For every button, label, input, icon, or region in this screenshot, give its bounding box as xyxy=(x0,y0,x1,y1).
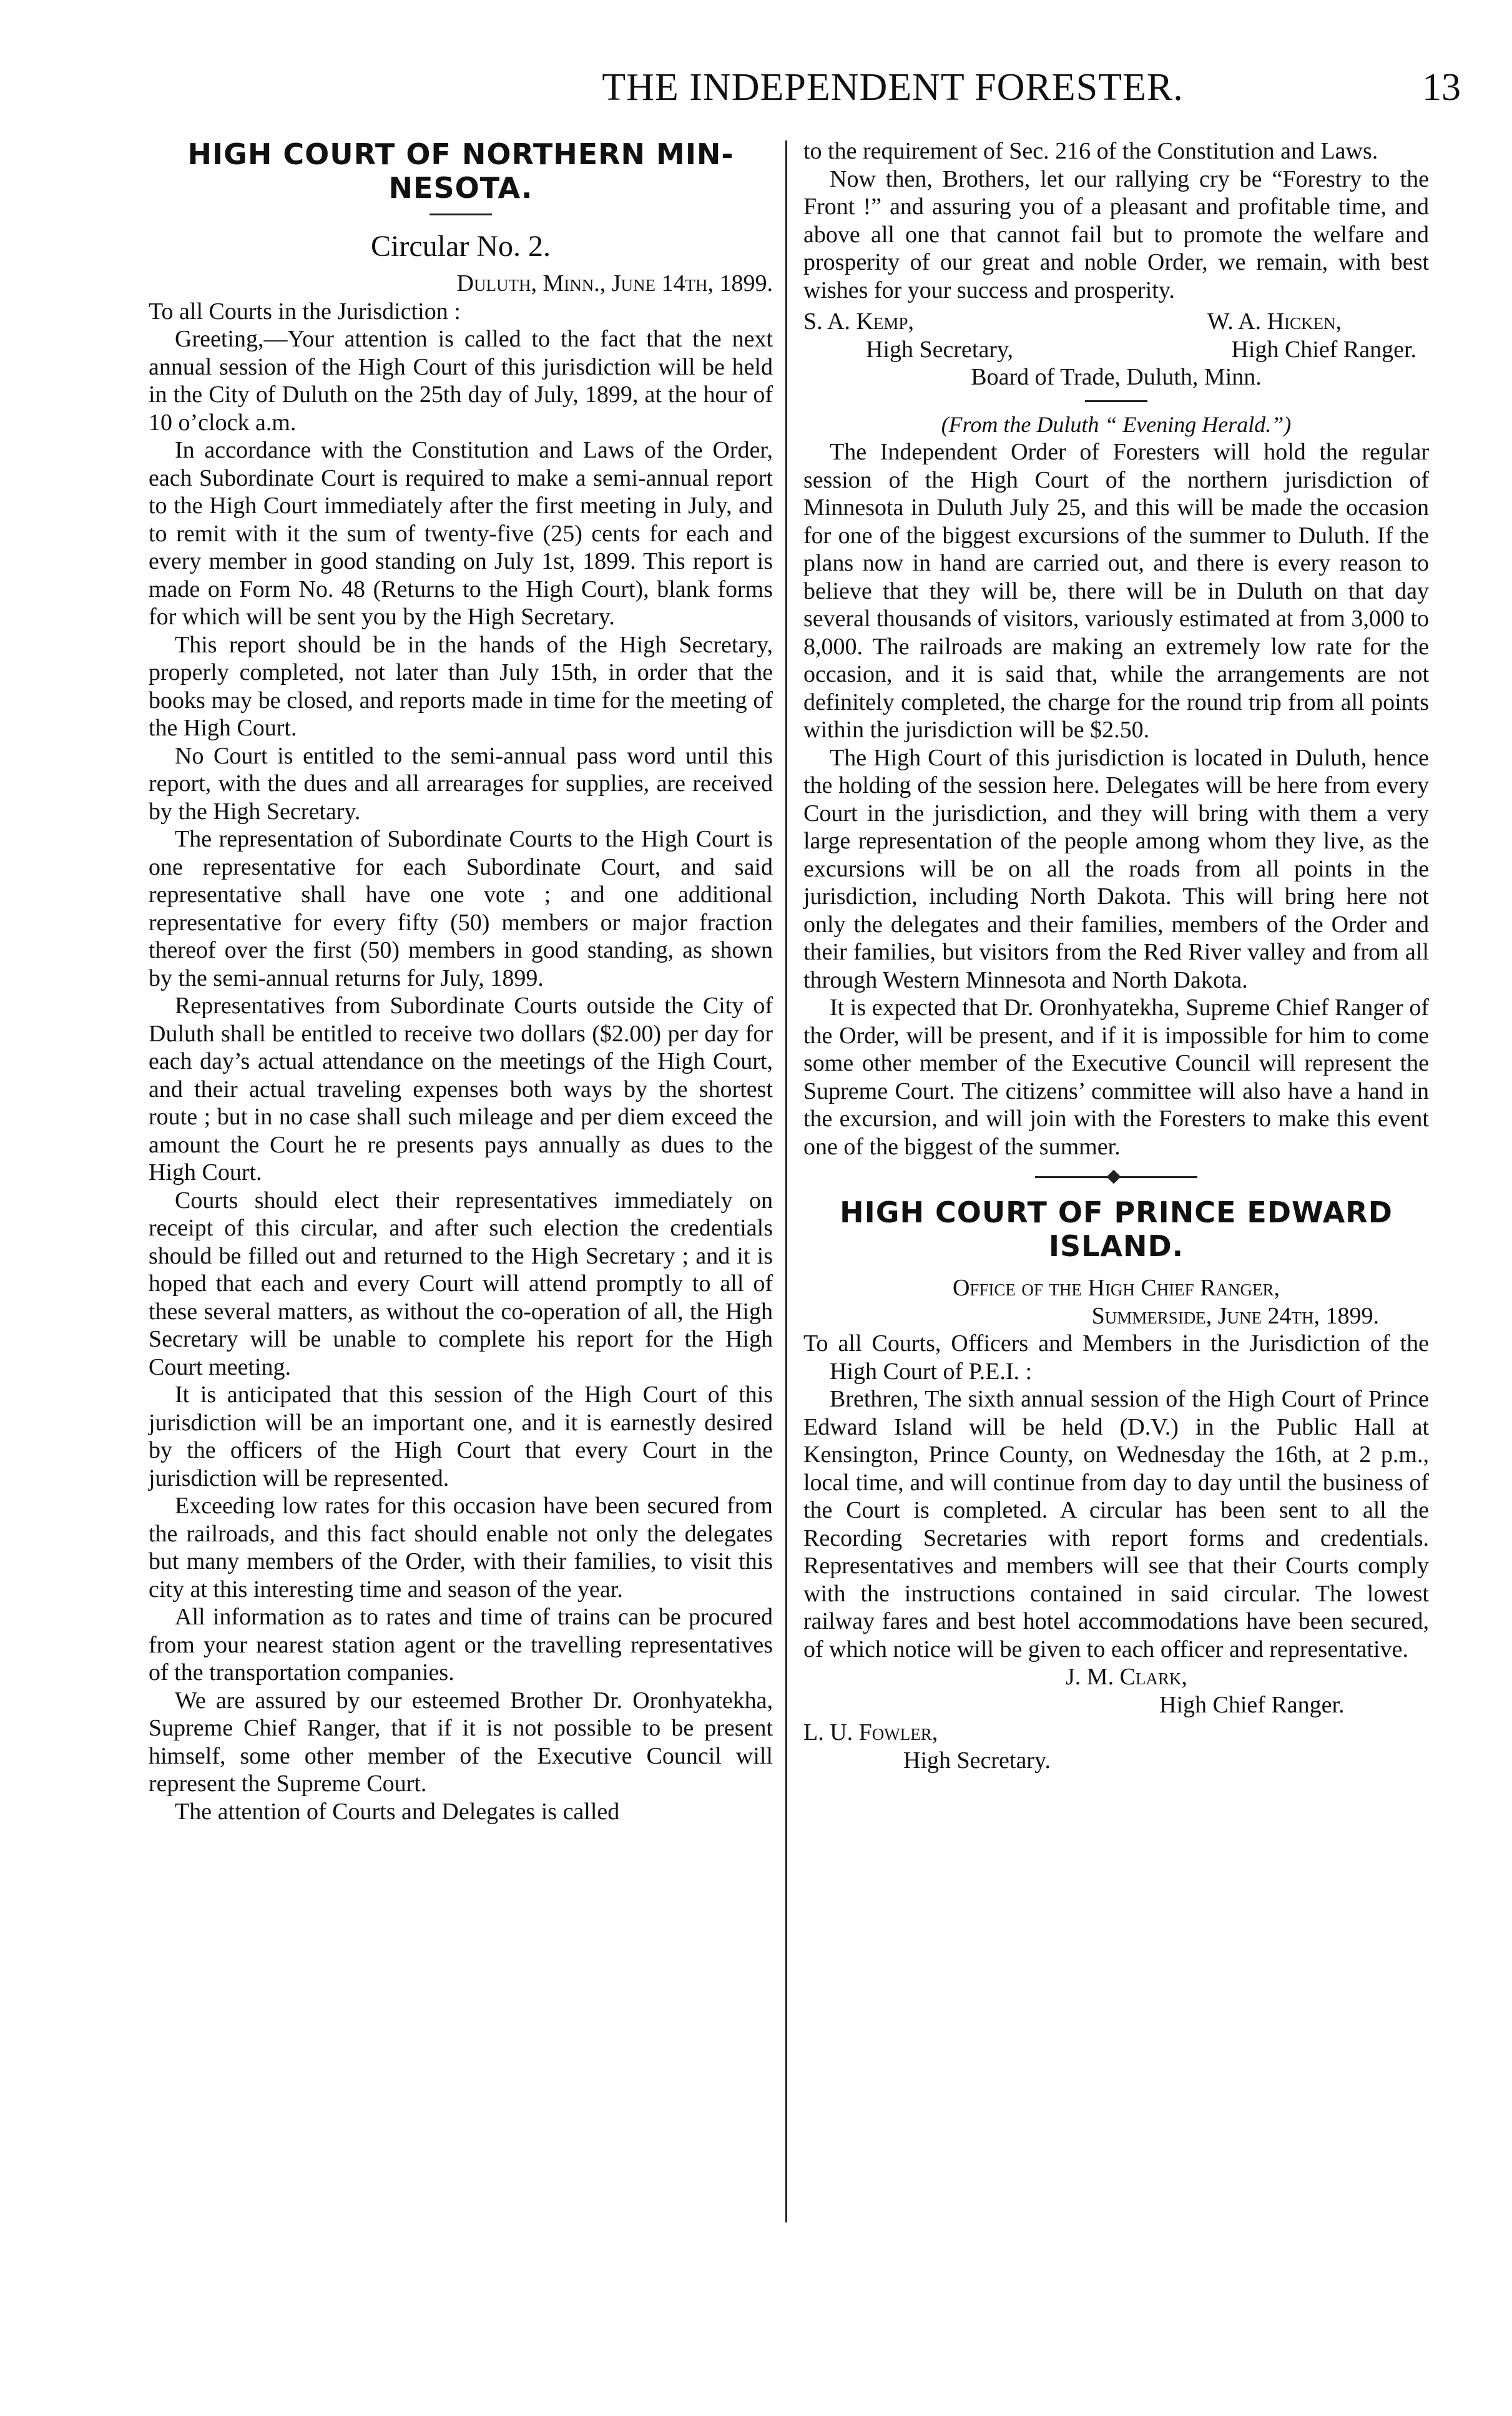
article-paragraph-oronhyatekha: It is expected that Dr. Oronhyatekha, Supreme Chief Ranger of the Order, will be present, and if it is impossible for him to come some other member of the Executive Council will represent the Supreme Court. The citizens’ committee will also have a hand in the excursion, and will join with the Foresters to make this event one of the biggest of the summer. xyxy=(803,994,1429,1160)
circular-number: Circular No. 2. xyxy=(371,230,551,263)
paragraph-representation: The representation of Subordinate Courts to the High Court is one representative for each Subordinate Court, and said representative shall have one vote ; and one additional representative for every fifty (50) members or major fraction thereof over the first (50) members in good standing, as shown by the semi-annual returns for July, 1899. xyxy=(149,826,773,991)
separator-rule xyxy=(430,214,492,215)
pei-dateline: Summerside, June 24th, 1899. xyxy=(1091,1302,1379,1329)
title-high-secretary: High Secretary, xyxy=(866,336,1013,363)
paragraph-attention: The attention of Courts and Delegates is called xyxy=(175,1798,620,1825)
signature-address: Board of Trade, Duluth, Minn. xyxy=(971,364,1262,390)
pei-title-secretary: High Secretary. xyxy=(903,1747,1051,1774)
dateline: Duluth, Minn., June 14th, 1899. xyxy=(456,270,773,297)
article-heading-minnesota: HIGH COURT OF NORTHERN MIN-NESOTA. xyxy=(187,137,734,205)
article-heading-pei: HIGH COURT OF PRINCE EDWARD ISLAND. xyxy=(840,1196,1393,1263)
page-number: 13 xyxy=(1422,66,1461,109)
paragraph-anticipated: It is anticipated that this session of the High Court of this jurisdiction will be an important one, and it is earnestly desired by the officers of the High Court that every Court in the jurisdiction will be represented. xyxy=(149,1382,773,1491)
closing-paragraph: Now then, Brothers, let our rallying cry be “Forestry to the Front !” and assuring you of a pleasant and profitable time, and above all one that cannot fail but to promote the welfare and prosperity of our great and noble Order, we remain, with best wishes for your success and prosperity. xyxy=(803,165,1429,303)
paragraph-expenses: Representatives from Subordinate Courts outside the City of Duluth shall be entitled to receive two dollars ($2.00) per day for each day’s actual attendance on the meetings of the High Court, and their actual traveling expenses both ways by the shortest route ; but in no case shall such mileage and per diem exceed the amount the Court he re presents pays annually as dues to the High Court. xyxy=(149,993,773,1186)
signature-names xyxy=(803,308,1429,336)
article-paragraph-delegates: The High Court of this jurisdiction is located in Duluth, hence the holding of the session here. Delegates will be here from every Court in the jurisdiction, and they will bring with them a very large representation of the people among whom they live, as the excursions will be on all the roads from all points in the jurisdiction, including North Dakota. This will bring here not only the delegates and their families, members of the Order and their families, but visitors from the Red River valley and from all through Western Minnesota and North Dakota. xyxy=(803,744,1429,993)
continuation-text: to the requirement of Sec. 216 of the Constitution and Laws. xyxy=(803,138,1378,164)
paragraph-password: No Court is entitled to the semi-annual pass word until this report, with the dues and all arrearages for supplies, are received by the High Secretary. xyxy=(149,742,773,825)
paragraph-deadline: This report should be in the hands of the High Secretary, properly completed, not later than July 15th, in order that the books may be closed, and reports made in time for the meeting of the High Court. xyxy=(149,631,773,741)
paragraph-report: In accordance with the Constitution and Laws of the Order, each Subordinate Court is required to make a semi-annual report to the High Court immediately after the first meeting in July, and to remit with it the sum of twenty-five (25) cents for each and every member in good standing on July 1st, 1899. This report is made on Form No. 48 (Returns to the High Court), blank forms for which will be sent you by the High Secretary. xyxy=(149,437,773,630)
separator-rule xyxy=(1085,400,1147,402)
source-note: (From the Duluth “ Evening Herald.”) xyxy=(941,411,1292,437)
paragraph-elections: Courts should elect their representatives immediately on receipt of this circular, and after such election the credentials should be filled out and returned to the High Secretary ; and it is hoped that each and every Court will attend promptly to all of these several matters, as without the co-operation of all, the High Secretary will be unable to complete his report for the High Court meeting. xyxy=(149,1187,773,1380)
ornamental-rule xyxy=(1035,1171,1197,1183)
pei-title-chief-ranger: High Chief Ranger. xyxy=(1159,1691,1345,1718)
publication-title: THE INDEPENDENT FORESTER. xyxy=(602,66,1184,109)
left-column xyxy=(149,137,773,1825)
column-divider xyxy=(785,140,787,2222)
paragraph-greeting: Greeting,—Your attention is called to the fact that the next annual session of the High Court of this jurisdiction will be held in the City of Duluth on the 25th day of July, 1899, at the hour of 10 o’clock a.m. xyxy=(149,326,773,436)
running-head xyxy=(487,66,1461,122)
pei-signature-fowler: L. U. Fowler, xyxy=(803,1719,938,1746)
pei-office-line: Office of the High Chief Ranger, xyxy=(952,1275,1280,1301)
paragraph-supreme-court: We are assured by our esteemed Brother Dr. Oronhyatekha, Supreme Chief Ranger, that if it is not possible to be present himself, some other member of the Executive Council will represent the Supreme Court. xyxy=(149,1687,773,1797)
article-paragraph-session: The Independent Order of Foresters will hold the regular session of the High Court of the northern jurisdiction of Minnesota in Duluth July 25, and this will be made the occasion for one of the biggest excursions of the summer to Duluth. If the plans now in hand are carried out, and there is every reason to believe that they will be, there will be in Duluth on that day several thousands of visitors, variously estimated at from 3,000 to 8,000. The railroads are making an extremely low rate for the occasion, and it is said that, while the arrangements are not definitely completed, the charge for the round trip from all points within the jurisdiction will be $2.50. xyxy=(803,439,1429,743)
signature-kemp: S. A. Kemp, xyxy=(803,308,914,335)
pei-salutation: To all Courts, Officers and Members in the Jurisdiction of the High Court of P.E.I. : xyxy=(803,1330,1429,1385)
salutation: To all Courts in the Jurisdiction : xyxy=(149,298,461,325)
signature-hicken: W. A. Hicken, xyxy=(1207,308,1342,335)
paragraph-rates: Exceeding low rates for this occasion have been secured from the railroads, and this fact should enable not only the delegates but many members of the Order, with their families, to visit this city at this interesting time and season of the year. xyxy=(149,1493,773,1603)
pei-body: Brethren, The sixth annual session of the High Court of Prince Edward Island will be held (D.V.) in the Public Hall at Kensington, Prince County, on Wednesday the 16th, at 2 p.m., local time, and will continue from day to day until the business of the Court is completed. A circular has been sent to all the Recording Secretaries with report forms and credentials. Representatives and members will see that their Courts comply with the instructions contained in said circular. The lowest railway fares and best hotel accommodations have been secured, of which notice will be given to each officer and representative. xyxy=(803,1386,1429,1662)
paragraph-information: All information as to rates and time of trains can be procured from your nearest station agent or the travelling representatives of the transportation companies. xyxy=(149,1604,773,1686)
pei-signature-clark: J. M. Clark, xyxy=(1066,1664,1187,1690)
title-high-chief-ranger: High Chief Ranger. xyxy=(1231,336,1416,363)
signature-titles xyxy=(803,336,1429,364)
right-column xyxy=(803,137,1429,1774)
